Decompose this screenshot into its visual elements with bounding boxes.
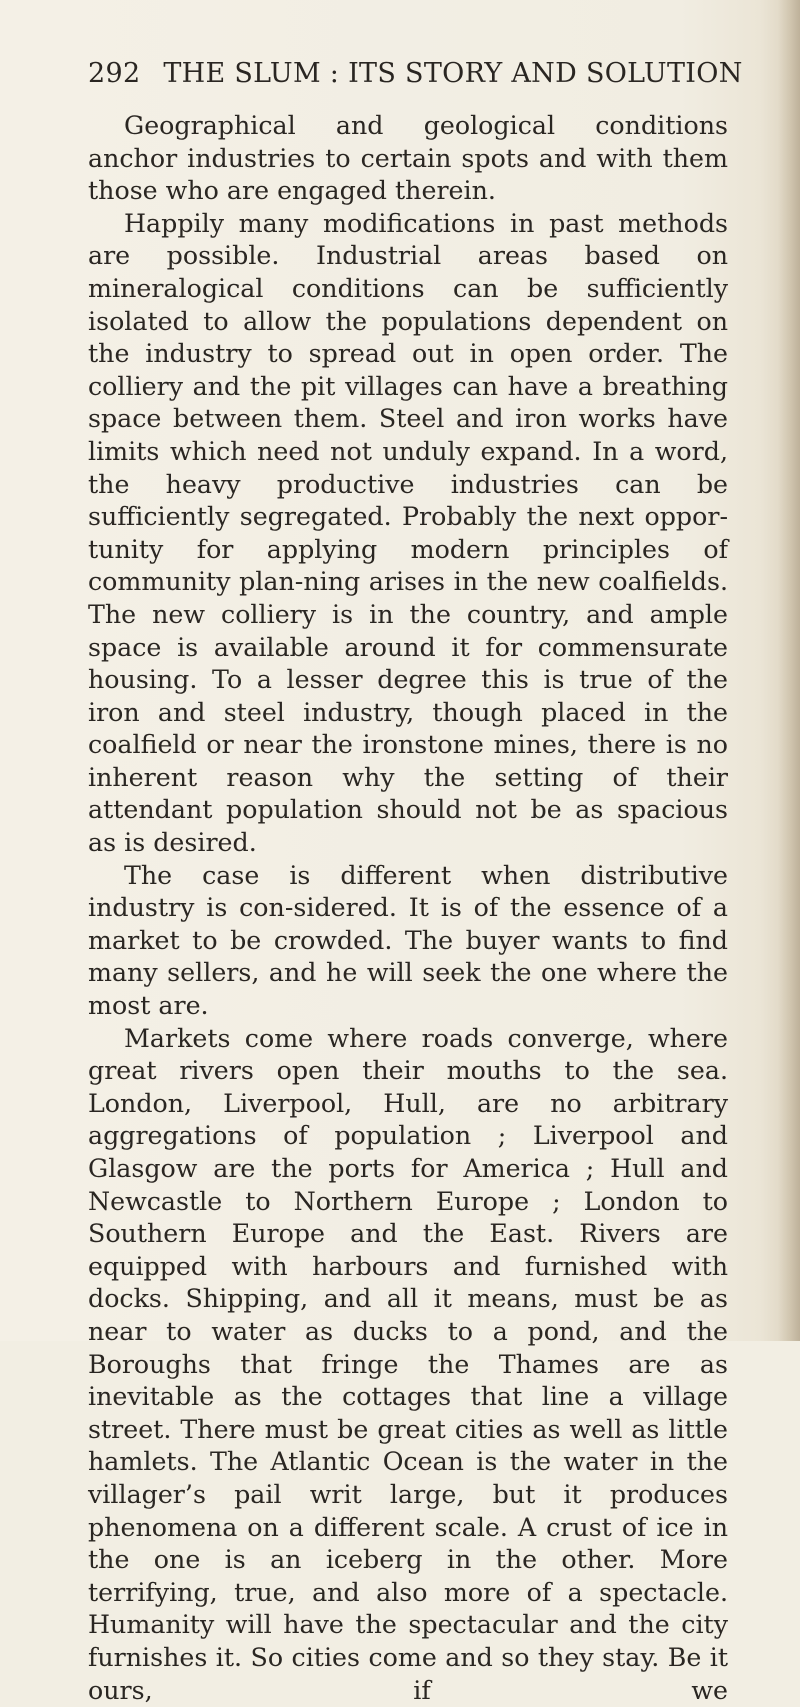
- paragraph: Markets come where roads converge, where great rivers open their mouths to the sea. London, Liverpool, Hull, are no arbitrary aggregations of population ; Liverpool and Glasgow are the ports for America ; Hull and Newcastle to Northern Europe ; London to Southern Europe and the East. Rivers are equipped with harbours and furnished with docks. Shipping, and all it means, must be as near to water as ducks to a pond, and the Boroughs that fringe the Thames are as inevitable as the cottages that line a village street. There must be great cities as well as little hamlets. The Atlantic Ocean is the water in the villager’s pail writ large, but it produces phenomena on a different scale. A crust of ice in the one is an iceberg in the other. More terrifying, true, and also more of a spectacle. Humanity will have the spectacular and the city furnishes it. So cities come and so they stay. Be it ours, if we: [88, 1023, 728, 1705]
- paragraph: The case is different when distributive industry is con-sidered. It is of the essence of a market to be crowded. The buyer wants to find many sellers, and he will seek the one where the most are.: [88, 860, 728, 1021]
- body-text: [88, 110, 728, 1707]
- page-header: [88, 58, 743, 106]
- page-number: 292: [88, 58, 141, 89]
- page-edge-shadow: [778, 0, 800, 1341]
- running-head: THE SLUM : ITS STORY AND SOLUTION: [163, 58, 743, 89]
- paragraph: Geographical and geological conditions anchor industries to certain spots and with them those who are engaged therein.: [88, 111, 728, 206]
- paragraph: Happily many modifications in past methods are possible. Industrial areas based on mineralogical conditions can be sufficiently isolated to allow the populations dependent on the industry to spread out in open order. The colliery and the pit villages can have a breathing space between them. Steel and iron works have limits which need not unduly expand. In a word, the heavy productive industries can be sufficiently segregated. Probably the next oppor-tunity for applying modern principles of community plan-ning arises in the new coalfields. The new colliery is in the country, and ample space is available around it for commensurate housing. To a lesser degree this is true of the iron and steel industry, though placed in the coalfield or near the ironstone mines, there is no inherent reason why the setting of their attendant population should not be as spacious as is desired.: [88, 208, 728, 858]
